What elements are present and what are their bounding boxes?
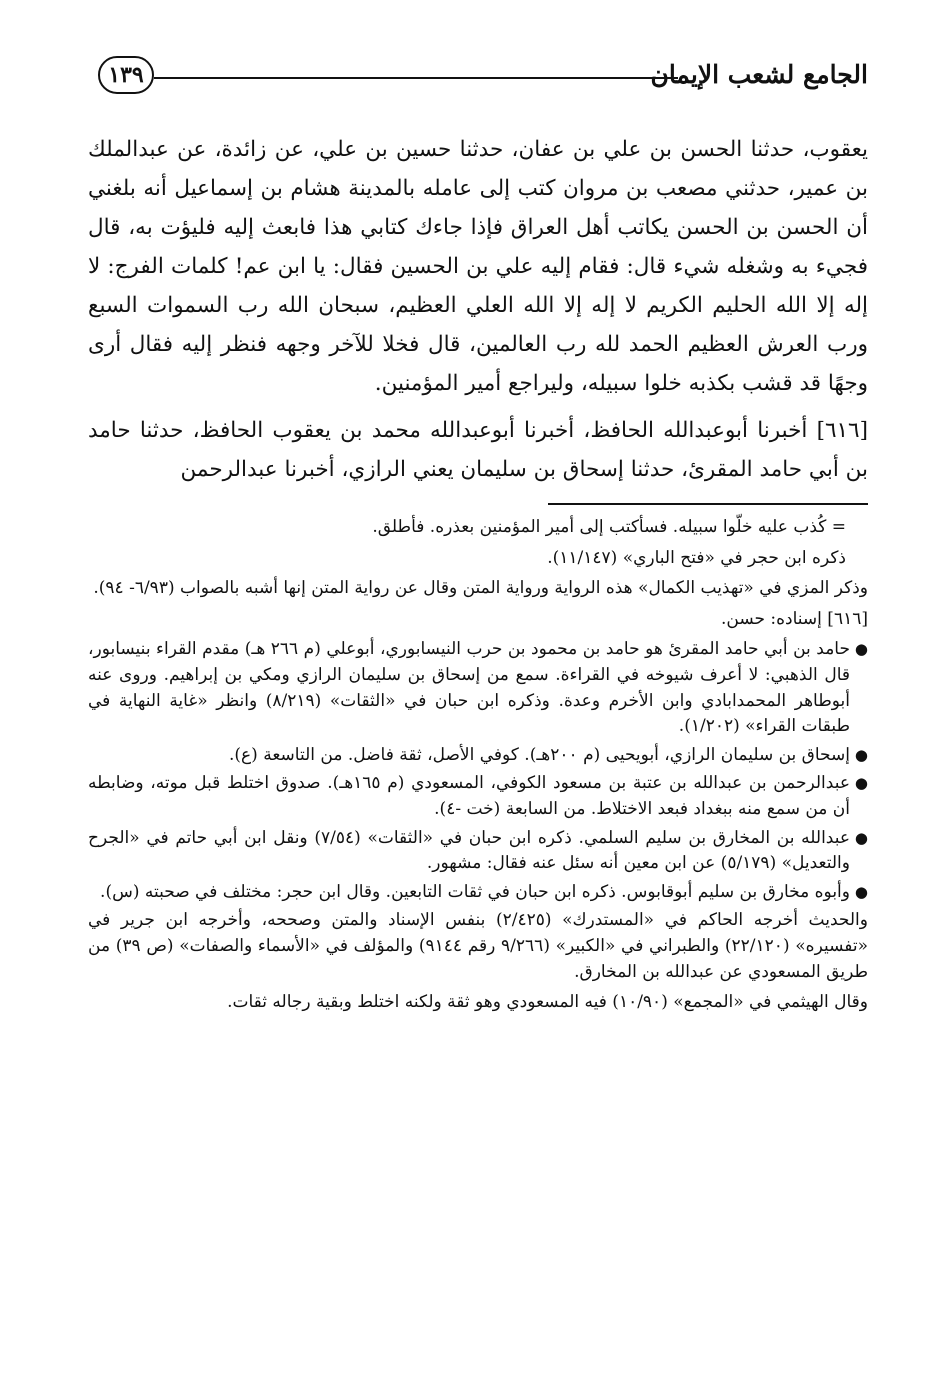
- narrator-text: وأبوه مخارق بن سليم أبوقابوس. ذكره ابن حبان في ثقات التابعين. وقال ابن حجر: مختلف في صحبته (س).: [100, 881, 850, 902]
- narrator-item: [88, 771, 868, 822]
- footnote-haythami: وقال الهيثمي في «المجمع» (١٠/٩٠) فيه المسعودي وهو ثقة ولكنه اختلط وبقية رجاله ثقات.: [227, 992, 868, 1013]
- narrator-text: عبدالرحمن بن عبدالله بن عتبة بن مسعود الكوفي، المسعودي (م ١٦٥هـ). صدوق اختلط قبل موته، وضابطه أن من سمع منه ببغداد فبعد الاختلاط. من السابعة (خت -٤).: [88, 773, 850, 819]
- footnote-continuation: = كُذب عليه خلّوا سبيله. فسأكتب إلى أمير المؤمنين بعذره. فأطلق.: [372, 517, 846, 537]
- narrator-text: إسحاق بن سليمان الرازي، أبويحيى (م ٢٠٠هـ). كوفي الأصل، ثقة فاضل. من التاسعة (ع).: [228, 744, 850, 765]
- bullet-icon: ●: [854, 745, 868, 764]
- bullet-icon: ●: [854, 640, 868, 659]
- page-header: [88, 30, 868, 100]
- header-rule: [154, 77, 678, 79]
- page-number: ١٣٩: [98, 56, 154, 94]
- main-paragraph: يعقوب، حدثنا الحسن بن علي بن عفان، حدثنا حسين بن علي، عن زائدة، عن عبدالملك بن عمير، حدثني مصعب بن مروان كتب إلى عامله بالمدينة هشام بن إسماعيل أنه بلغني أن الحسن بن الحسن يكاتب أهل العراق فإذا جاءك كتابي هذا فابعث إليه فليؤت به، قال فجيء به وشغله شيء قال: فقام إليه علي بن الحسين فقال: يا ابن عم! كلمات الفرج: لا إله إلا الله الحليم الكريم لا إله إلا الله العلي العظيم، سبحان الله رب السموات السبع ورب العرش العظيم الحمد لله رب العالمين، قال فخلا للآخر وجهه فنظر إليه فقال أرى وجهًا قد قشب بكذبه خلوا سبيله، وليراجع أمير المؤمنين.: [88, 137, 868, 396]
- running-title: الجامع لشعب الإيمان: [650, 60, 868, 89]
- narrator-item: [88, 743, 868, 769]
- narrator-item: [88, 880, 868, 906]
- hadith-number: [٦١٦]: [816, 418, 868, 443]
- footnote-isnad-label: [٦١٦] إسناده: حسن.: [721, 608, 868, 629]
- narrator-item: [88, 826, 868, 877]
- footnotes: [88, 515, 868, 1016]
- book-page: [88, 30, 868, 1021]
- narrator-text: حامد بن أبي حامد المقرئ هو حامد بن محمود بن حرب النيسابوري، أبوعلي (م ٢٦٦ هـ) مقدم القراء بنيسابور، قال الذهبي: لا أعرف شيوخه في القراءة. سمع من إسحاق بن سليمان الرازي ومكي بن إبراهيم. وروى عنه أبوطاهر المحمدابادي وابن الأخرم وعدة. وذكره ابن حبان في «الثقات» (٨/٢١٩) وانظر «غاية النهاية في طبقات القراء» (١/٢٠٢).: [88, 639, 850, 737]
- footnote-ibn-hajar: ذكره ابن حجر في «فتح الباري» (١١/١٤٧).: [547, 547, 846, 568]
- main-text: [88, 130, 868, 489]
- bullet-icon: ●: [854, 828, 868, 847]
- bullet-icon: ●: [854, 882, 868, 901]
- hadith-text: أخبرنا أبوعبدالله الحافظ، أخبرنا أبوعبدالله محمد بن يعقوب الحافظ، حدثنا حامد بن أبي حامد المقرئ، حدثنا إسحاق بن سليمان يعني الرازي، أخبرنا عبدالرحمن: [88, 418, 868, 482]
- hadith-paragraph: [88, 411, 868, 489]
- footnote-mizzi: وذكر المزي في «تهذيب الكمال» هذه الرواية ورواية المتن وقال عن رواية المتن إنها أشبه بالصواب (٦/٩٣- ٩٤).: [93, 578, 868, 599]
- narrator-item: [88, 637, 868, 739]
- narrator-list: [88, 637, 868, 905]
- footnote-takhrij: والحديث أخرجه الحاكم في «المستدرك» (٢/٤٢٥) بنفس الإسناد والمتن وصححه، وأخرجه ابن جرير في «تفسيره» (٢٢/١٢٠) والطبراني في «الكبير» (٩/٢٦٦ رقم ٩١٤٤) والمؤلف في «الأسماء والصفات» (ص ٣٩) من طريق المسعودي عن عبدالله بن المخارق.: [88, 910, 868, 982]
- narrator-text: عبدالله بن المخارق بن سليم السلمي. ذكره ابن حبان في «الثقات» (٧/٥٤) ونقل ابن أبي حاتم في «الجرح والتعديل» (٥/١٧٩) عن ابن معين أنه سئل عنه فقال: مشهور.: [88, 827, 850, 874]
- bullet-icon: ●: [854, 774, 868, 793]
- footnote-separator: [548, 503, 868, 505]
